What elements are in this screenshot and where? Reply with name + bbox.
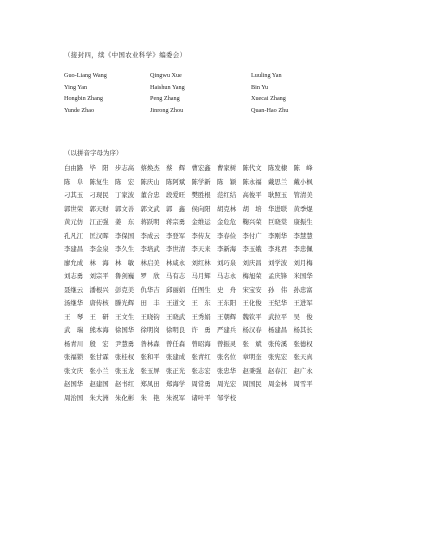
editor-name-zh: 邹学校 (217, 393, 237, 402)
editor-name-zh: 刁现民 (89, 191, 109, 199)
editor-name-zh: 董合忠 (140, 191, 160, 199)
editor-name-zh: 朱祝军 (166, 393, 186, 402)
editor-name-zh: 樊胜根 (191, 191, 211, 199)
editor-name-zh: 梅旭荣 (242, 272, 262, 280)
editor-name-zh: 郑凤田 (140, 380, 160, 388)
editor-name-zh: 段爱旺 (166, 191, 186, 199)
editor-name-zh: 匡汉晖 (89, 231, 109, 240)
editor-name-zh: 许 勇 (191, 326, 211, 334)
editor-name-zh: 孙 伟 (268, 285, 288, 294)
editor-name-zh: 高俊平 (242, 191, 262, 199)
english-editor-list (64, 72, 351, 115)
editor-name-zh: 魏钦平 (242, 312, 262, 321)
editor-name-zh: 步志高 (115, 164, 135, 172)
editor-name-zh: 李成云 (140, 231, 160, 240)
editor-name-zh: 陈庆山 (140, 177, 160, 186)
editor-name-zh: 陈 颖 (217, 177, 237, 186)
editor-name-zh: 王纪华 (268, 299, 288, 307)
editor-name-zh: 郭 鑫 (166, 204, 186, 213)
editor-name-zh: 陈阿斌 (166, 177, 186, 186)
editor-name-zh: 潘根兴 (89, 285, 109, 294)
editor-name-zh: 朱化彬 (115, 393, 135, 402)
editor-name-zh: 陈 峰 (293, 164, 313, 172)
editor-name-zh: 刘红林 (191, 258, 211, 267)
editor-name-zh: 章明奎 (242, 353, 262, 361)
editor-name-zh: 陈永福 (242, 177, 262, 186)
editor-name-zh: 郭文善 (115, 204, 135, 213)
editor-name-zh: 聂继云 (64, 285, 84, 294)
editor-name-zh: 李保国 (115, 231, 135, 240)
editor-name-zh: 彭克美 (115, 285, 135, 294)
editor-name-zh: 刘庆昌 (242, 258, 262, 267)
editor-name-zh: 周治国 (64, 393, 84, 402)
editor-name-en: Guo-Liang Wang (64, 72, 107, 79)
editor-name-zh: 张忠华 (217, 366, 237, 375)
editor-name-zh: 武 瑞 (64, 326, 84, 334)
editor-name-zh: 陈 阜 (64, 177, 84, 186)
editor-name-zh: 周国民 (242, 380, 262, 388)
editor-name-zh: 丁家波 (115, 191, 135, 199)
editor-name-en: Hongbin Zhang (64, 95, 104, 102)
editor-name-zh: 林启美 (140, 258, 160, 267)
editor-name-zh: 王 东 (191, 299, 211, 307)
editor-name-zh: 罗 欣 (140, 272, 160, 280)
editor-name-zh: 赵春江 (268, 366, 288, 375)
editor-name-zh: 刘宗平 (89, 272, 109, 280)
editor-name-zh: 李世清 (166, 245, 186, 253)
editor-name-en: Haishun Yang (150, 83, 185, 91)
editor-name-zh: 耿照玉 (268, 191, 288, 199)
editor-name-zh: 杨建昌 (268, 326, 288, 334)
editor-name-zh: 陈 宏 (115, 177, 135, 186)
editor-name-zh: 周雪平 (293, 380, 313, 388)
editor-name-zh: 曾任森 (166, 339, 186, 348)
editor-name-zh: 张玉龙 (115, 366, 135, 375)
editor-name-zh: 刘学波 (268, 258, 288, 267)
editor-name-zh: 陈代文 (242, 164, 262, 172)
editor-name-zh: 管清美 (293, 191, 313, 199)
editor-name-zh: 马志永 (217, 272, 237, 280)
editor-name-zh: 赵国华 (64, 380, 84, 388)
editor-name-zh: 郭文武 (140, 204, 160, 213)
editor-name-zh: 杨青川 (64, 339, 84, 348)
editor-name-zh: 王 琴 (64, 312, 84, 321)
editor-name-zh: 蒋跃明 (140, 218, 160, 226)
editor-name-zh: 李玉娥 (242, 245, 262, 253)
editor-name-zh: 王道文 (166, 299, 186, 307)
editor-name-zh: 赵书红 (115, 380, 135, 388)
editor-name-zh: 毕 阳 (89, 164, 109, 172)
editor-name-zh: 王晓钧 (140, 312, 160, 321)
editor-name-zh: 王晓武 (166, 312, 186, 321)
editor-name-zh: 蒋宗勇 (166, 218, 186, 226)
editor-name-zh: 田 丰 (140, 299, 160, 307)
editor-name-zh: 李兆君 (268, 245, 288, 253)
editor-name-zh: 刘月梅 (293, 258, 313, 267)
editor-name-zh: 张青红 (191, 353, 211, 361)
editor-name-zh: 张桂权 (115, 353, 135, 361)
editor-name-zh: 王 研 (89, 312, 109, 321)
editor-name-zh: 江正强 (89, 218, 109, 226)
editor-name-en: Quan-Hao Zhu (251, 106, 289, 114)
editor-name-zh: 李培武 (140, 245, 160, 253)
editor-name-zh: 曾振灵 (217, 339, 237, 348)
editor-name-zh: 戴思兰 (268, 177, 288, 186)
editor-name-zh: 尹慧勇 (115, 339, 135, 348)
editor-name-zh: 胡 培 (242, 204, 262, 213)
editor-name-zh: 周金林 (268, 380, 288, 388)
editor-name-zh: 张名位 (217, 353, 237, 361)
editor-name-zh: 徐国华 (115, 326, 135, 334)
editor-name-zh: 李春俭 (217, 231, 237, 240)
editor-name-zh: 郑海学 (166, 380, 186, 388)
editor-name-zh: 李慧慧 (293, 231, 313, 240)
editor-name-zh: 邱丽娟 (166, 285, 186, 294)
editor-name-zh: 张福锁 (64, 353, 84, 361)
editor-name-zh: 王东阳 (217, 299, 237, 307)
editor-name-zh: 朱 艳 (140, 393, 160, 402)
editor-name-zh: 王文生 (115, 312, 135, 321)
editor-name-zh: 李登军 (166, 231, 186, 240)
editor-name-zh: 杨其长 (293, 326, 313, 334)
editor-name-zh: 杨汉春 (242, 326, 262, 334)
editor-name-zh: 戴小枫 (293, 177, 313, 186)
editor-name-zh: 张正光 (166, 366, 186, 375)
editor-name-zh: 林 敏 (115, 258, 135, 267)
editor-name-zh: 刁其玉 (64, 191, 84, 199)
editor-name-zh: 张小兰 (89, 366, 109, 375)
editor-name-en: Ying Yan (64, 83, 88, 91)
editor-name-zh: 刘志勇 (64, 272, 84, 280)
editor-name-zh: 金维运 (191, 218, 211, 226)
editor-name-zh: 张德权 (293, 339, 313, 348)
editor-name-zh: 吴 俊 (293, 312, 313, 321)
editor-name-zh: 汤继华 (64, 299, 84, 307)
editor-name-zh: 徐明岗 (140, 326, 160, 334)
editor-name-zh: 白由路 (64, 164, 84, 172)
editor-name-zh: 赵秉强 (242, 366, 262, 375)
editor-name-zh: 史 舟 (217, 285, 237, 294)
editor-name-en: Jinrong Zhou (150, 106, 184, 114)
editor-name-zh: 王朝辉 (217, 312, 237, 321)
chinese-editor-list (64, 164, 319, 402)
editor-name-zh: 米国华 (293, 272, 313, 280)
editor-name-zh: 陈复生 (89, 177, 109, 186)
editor-name-zh: 周光宏 (217, 380, 237, 388)
editor-name-zh: 金危危 (217, 218, 237, 226)
continuation-heading: （接封四，续《中国农业科学》编委会） (64, 51, 187, 59)
editor-name-zh: 李忠佩 (293, 245, 313, 253)
editor-name-zh: 张天真 (293, 353, 313, 361)
editor-name-zh: 李久生 (115, 245, 135, 253)
editor-name-zh: 严建兵 (217, 326, 237, 334)
editor-name-zh: 曹宏鑫 (191, 164, 211, 172)
editor-name-zh: 王化俊 (242, 299, 262, 307)
editor-name-zh: 昝林森 (140, 339, 160, 348)
editor-name-zh: 廖允成 (64, 258, 84, 267)
editor-name-zh: 蔡 辉 (166, 164, 186, 172)
editor-name-zh: 张文庆 (64, 366, 84, 375)
editor-name-zh: 鲁剑巍 (115, 272, 135, 280)
editor-name-zh: 张和平 (140, 353, 160, 361)
editor-name-zh: 李金泉 (89, 245, 109, 253)
editor-name-zh: 张 斌 (242, 339, 262, 348)
editor-name-zh: 唐传核 (89, 299, 109, 307)
editor-name-zh: 华进联 (268, 204, 288, 213)
editor-name-zh: 黄季焜 (293, 204, 313, 213)
editor-name-zh: 李天来 (191, 245, 211, 253)
sort-order-note: （以拼音字母为序） (64, 149, 123, 157)
editor-name-zh: 鞠兴荣 (242, 218, 262, 226)
editor-name-en: Luuling Yan (251, 72, 282, 79)
editor-name-zh: 仇华吉 (140, 285, 160, 294)
editor-name-zh: 诸叶平 (191, 393, 211, 402)
editor-name-zh: 任图生 (191, 285, 211, 294)
editor-name-zh: 刘巧泉 (217, 258, 237, 267)
editor-name-en: Qingwu Xue (150, 72, 182, 79)
editor-name-zh: 武拉平 (268, 312, 288, 321)
editor-name-zh: 朱大洲 (89, 393, 109, 402)
editor-name-zh: 赵建国 (89, 380, 109, 388)
editor-name-zh: 蔡焕杰 (140, 164, 160, 172)
editor-name-zh: 曹家树 (217, 164, 237, 172)
editor-name-zh: 巨晓棠 (268, 218, 288, 226)
editor-name-zh: 熊本海 (89, 326, 109, 334)
editor-name-zh: 殷 宏 (89, 339, 109, 348)
editor-name-zh: 孔凡江 (64, 231, 84, 240)
editor-name-zh: 李传友 (191, 231, 211, 240)
editor-name-zh: 王进军 (293, 299, 313, 307)
editor-name-zh: 李刚华 (268, 231, 288, 240)
editor-name-zh: 张志宏 (191, 366, 211, 375)
editor-name-zh: 胡克林 (217, 204, 237, 213)
editor-name-zh: 曾昭海 (191, 339, 211, 348)
editor-name-zh: 滕光辉 (115, 299, 135, 307)
editor-name-zh: 黄元仿 (64, 218, 84, 226)
editor-name-zh: 康振生 (293, 218, 313, 226)
editor-name-en: Xuecai Zhang (251, 95, 286, 102)
editor-name-zh: 孟庆锋 (268, 272, 288, 280)
editor-name-zh: 马月辉 (191, 272, 211, 280)
editor-name-zh: 王秀娟 (191, 312, 211, 321)
editor-name-zh: 宋宝安 (242, 285, 262, 294)
editor-name-en: Yunde Zhao (64, 106, 95, 114)
editor-name-zh: 张甘霖 (89, 353, 109, 361)
editor-name-zh: 张建成 (166, 353, 186, 361)
editor-name-zh: 林 海 (89, 258, 109, 267)
editor-name-zh: 侯向阳 (191, 204, 211, 213)
editor-name-zh: 李新海 (217, 245, 237, 253)
editor-name-zh: 张玉屏 (140, 366, 160, 375)
editor-name-en: Bin Yu (251, 83, 269, 91)
editor-name-zh: 李建昌 (64, 245, 84, 253)
editor-name-zh: 陈学新 (191, 177, 211, 186)
editor-name-zh: 姜 东 (115, 218, 135, 226)
editor-name-zh: 郭世荣 (64, 204, 84, 213)
editor-name-en: Peng Zhang (150, 95, 180, 102)
editor-name-zh: 赵广永 (293, 366, 313, 375)
editor-name-zh: 郭天财 (89, 204, 109, 213)
editor-name-zh: 范红结 (217, 191, 237, 199)
editor-name-zh: 陈发棣 (268, 164, 288, 172)
editor-name-zh: 孙忠富 (293, 285, 313, 294)
editor-name-zh: 林咸永 (166, 258, 186, 267)
editor-name-zh: 周常勇 (191, 380, 211, 388)
editor-name-zh: 张传溪 (268, 339, 288, 348)
editor-name-zh: 马有志 (166, 272, 186, 280)
editor-name-zh: 徐明良 (166, 326, 186, 334)
editor-name-zh: 张宪宏 (268, 353, 288, 361)
editor-name-zh: 李付广 (242, 231, 262, 240)
